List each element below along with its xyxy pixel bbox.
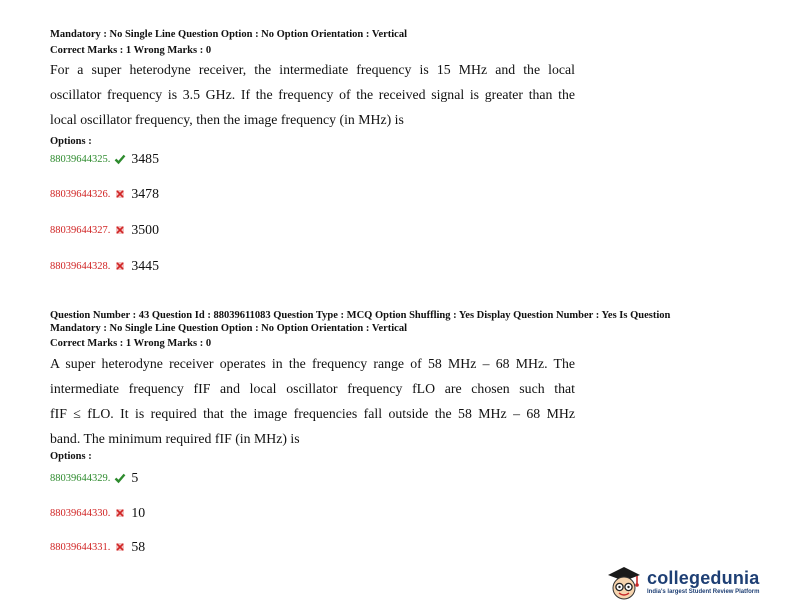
q42-options-label: Options : — [50, 136, 92, 147]
q43-text-line1: A super heterodyne receiver operates in the frequency range of 58 MHz – 68 MHz. The — [50, 356, 575, 371]
check-icon — [114, 472, 126, 484]
option-value: 3445 — [131, 258, 159, 273]
q42-meta-line2: Correct Marks : 1 Wrong Marks : 0 — [50, 45, 212, 56]
q43-option-3[interactable] — [50, 539, 145, 555]
check-icon — [114, 153, 126, 165]
option-id: 88039644330. — [50, 507, 111, 519]
q43-text-line4: band. The minimum required fIF (in MHz) is — [50, 431, 300, 446]
option-value: 3500 — [131, 222, 159, 237]
option-value: 5 — [131, 470, 139, 485]
cross-icon — [114, 541, 126, 553]
q43-text-line2: intermediate frequency fIF and local oscillator frequency fLO are chosen such that — [50, 381, 575, 396]
cross-icon — [114, 188, 126, 200]
cross-icon — [114, 507, 126, 519]
option-id: 88039644329. — [50, 472, 111, 484]
q43-option-1[interactable] — [50, 470, 138, 486]
cross-icon — [114, 224, 126, 236]
option-id: 88039644326. — [50, 188, 111, 200]
q42-option-3[interactable] — [50, 222, 159, 238]
cross-icon — [114, 260, 126, 272]
q43-meta-line3: Correct Marks : 1 Wrong Marks : 0 — [50, 338, 212, 349]
q43-meta-line1: Question Number : 43 Question Id : 88039611083 Question Type : MCQ Option Shuffling : Yes Display Question Number : Yes Is Question — [50, 310, 671, 321]
mascot-icon — [604, 563, 644, 601]
option-value: 58 — [131, 539, 146, 554]
q42-text-line2: oscillator frequency is 3.5 GHz. If the frequency of the received signal is greater than the — [50, 87, 575, 102]
q42-question-text — [50, 57, 575, 132]
q43-meta-line2: Mandatory : No Single Line Question Option : No Option Orientation : Vertical — [50, 323, 408, 334]
q42-option-1[interactable] — [50, 151, 159, 167]
q43-options-label: Options : — [50, 451, 92, 462]
option-id: 88039644331. — [50, 541, 111, 553]
option-id: 88039644328. — [50, 260, 111, 272]
brand-tagline: India's largest Student Review Platform — [647, 589, 760, 595]
option-value: 10 — [131, 505, 146, 520]
option-value: 3478 — [131, 186, 159, 201]
q42-text-line1: For a super heterodyne receiver, the intermediate frequency is 15 MHz and the local — [50, 62, 575, 77]
option-id: 88039644327. — [50, 224, 111, 236]
q43-question-text — [50, 351, 575, 451]
collegedunia-logo — [604, 563, 759, 601]
q43-text-line3: fIF ≤ fLO. It is required that the image frequencies fall outside the 58 MHz – 68 MHz — [50, 406, 575, 421]
option-value: 3485 — [131, 151, 159, 166]
q42-option-2[interactable] — [50, 186, 159, 202]
option-id: 88039644325. — [50, 153, 111, 165]
q42-meta-line1: Mandatory : No Single Line Question Option : No Option Orientation : Vertical — [50, 29, 408, 40]
q42-text-line3: local oscillator frequency, then the image frequency (in MHz) is — [50, 112, 404, 127]
brand-name: collegedunia — [647, 568, 760, 588]
q43-option-2[interactable] — [50, 505, 145, 521]
q42-option-4[interactable] — [50, 258, 159, 274]
